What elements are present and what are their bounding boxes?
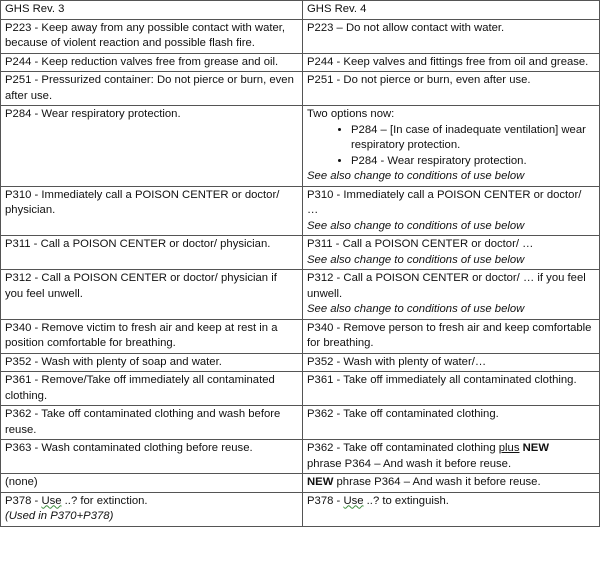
table-row	[1, 19, 600, 53]
cell-rev4: P223 – Do not allow contact with water.	[303, 19, 600, 53]
cell-rev3: P362 - Take off contaminated clothing and wash before reuse.	[1, 406, 303, 440]
cell-rev4	[303, 106, 600, 187]
conditions-note: See also change to conditions of use below	[307, 253, 525, 266]
new-badge: NEW	[522, 442, 549, 454]
header-rev3: GHS Rev. 3	[1, 1, 303, 20]
cell-rev3: (none)	[1, 474, 303, 493]
table-row	[1, 440, 600, 474]
list-item: • P284 – [In case of inadequate ventilation] wear respiratory protection.	[351, 123, 595, 154]
table-header-row	[1, 1, 600, 20]
cell-rev3	[1, 492, 303, 526]
table-row	[1, 492, 600, 526]
cell-text-continued: phrase P364 – And wash it before reuse.	[307, 457, 512, 470]
options-list	[307, 123, 595, 170]
cell-rev4: P244 - Keep valves and fittings free from oil and grease.	[303, 53, 600, 72]
table-row	[1, 270, 600, 320]
cell-rev3: P311 - Call a POISON CENTER or doctor/ physician.	[1, 236, 303, 270]
cell-rev3: P352 - Wash with plenty of soap and water.	[1, 353, 303, 372]
cell-text: P362 - Take off contaminated clothing	[307, 442, 499, 454]
list-item: • P284 - Wear respiratory protection.	[351, 154, 595, 170]
plus-text: plus	[498, 442, 520, 454]
cell-rev4: P352 - Wash with plenty of water/…	[303, 353, 600, 372]
conditions-note: See also change to conditions of use below	[307, 219, 525, 232]
cell-text: P312 - Call a POISON CENTER or doctor/ … if you feel unwell.	[307, 272, 586, 300]
cell-text: P310 - Immediately call a POISON CENTER or doctor/ …	[307, 188, 582, 216]
cell-rev3: P340 - Remove victim to fresh air and keep at rest in a position comfortable for breathing.	[1, 319, 303, 353]
cell-rev4	[303, 236, 600, 270]
cell-rev4: P340 - Remove person to fresh air and keep comfortable for breathing.	[303, 319, 600, 353]
new-badge: NEW	[307, 476, 334, 488]
cell-rev4	[303, 270, 600, 320]
cell-rev4: P251 - Do not pierce or burn, even after use.	[303, 72, 600, 106]
cell-rev3: P244 - Keep reduction valves free from grease and oil.	[1, 53, 303, 72]
cell-rev4	[303, 474, 600, 493]
conditions-note: See also change to conditions of use below	[307, 303, 525, 315]
options-intro: Two options now:	[307, 108, 395, 120]
cell-rev3: P223 - Keep away from any possible contact with water, because of violent reaction and possible flash fire.	[1, 19, 303, 53]
table-row	[1, 72, 600, 106]
table-row	[1, 53, 600, 72]
usage-note: (Used in P370+P378)	[5, 510, 114, 522]
cell-rev3: P251 - Pressurized container: Do not pierce or burn, even after use.	[1, 72, 303, 106]
use-word: Use	[343, 494, 364, 507]
cell-text: P378 - Use ..? for extinction.	[5, 494, 148, 507]
conditions-note: See also change to conditions of use below	[307, 170, 525, 182]
header-rev4: GHS Rev. 4	[303, 1, 600, 20]
cell-rev4	[303, 440, 600, 474]
table-row	[1, 186, 600, 236]
use-word: Use	[41, 494, 62, 507]
table-row	[1, 236, 600, 270]
cell-rev3: P310 - Immediately call a POISON CENTER or doctor/ physician.	[1, 186, 303, 236]
table-row	[1, 406, 600, 440]
cell-rev3: P284 - Wear respiratory protection.	[1, 106, 303, 187]
cell-rev4	[303, 186, 600, 236]
cell-rev4: P378 - Use ..? to extinguish.	[303, 492, 600, 526]
cell-rev3: P361 - Remove/Take off immediately all contaminated clothing.	[1, 372, 303, 406]
cell-text: phrase P364 – And wash it before reuse.	[333, 476, 541, 488]
cell-rev4: P362 - Take off contaminated clothing.	[303, 406, 600, 440]
table-row	[1, 372, 600, 406]
cell-rev3: P363 - Wash contaminated clothing before reuse.	[1, 440, 303, 474]
table-row	[1, 106, 600, 187]
cell-rev3: P312 - Call a POISON CENTER or doctor/ physician if you feel unwell.	[1, 270, 303, 320]
table-row	[1, 353, 600, 372]
cell-text: P311 - Call a POISON CENTER or doctor/ …	[307, 238, 534, 250]
cell-rev4: P361 - Take off immediately all contaminated clothing.	[303, 372, 600, 406]
table-row	[1, 474, 600, 493]
table-row	[1, 319, 600, 353]
